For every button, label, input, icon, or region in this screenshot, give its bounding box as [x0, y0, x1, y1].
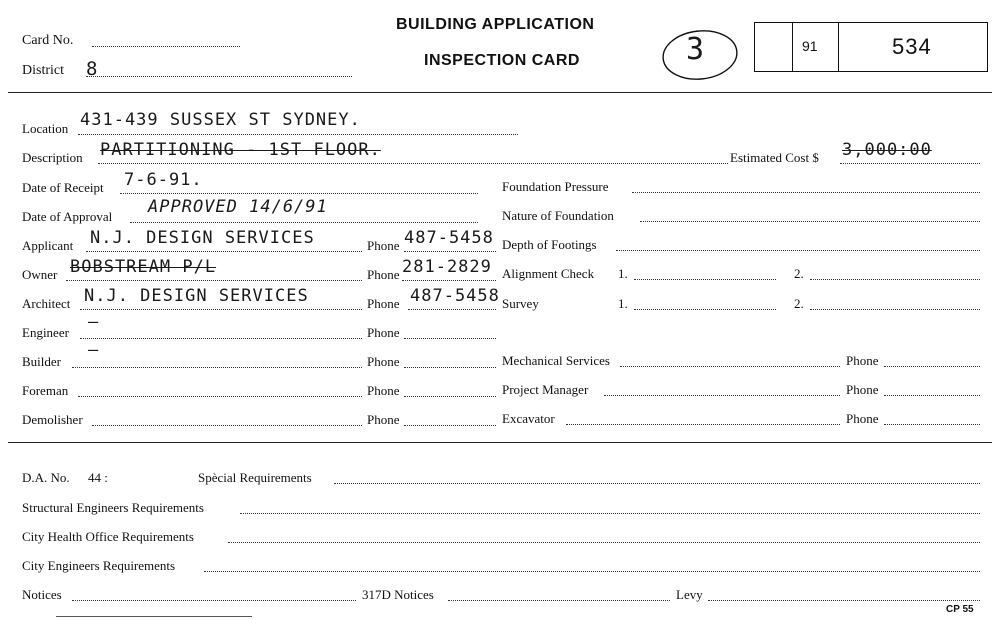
mechanical-line[interactable]: [620, 366, 840, 367]
description-label: Description: [22, 150, 83, 165]
project-manager-line[interactable]: [604, 395, 840, 396]
foundation-pressure-line[interactable]: [632, 192, 980, 193]
district-line: [86, 76, 352, 77]
foreman-label: Foreman: [22, 383, 69, 398]
engineer-line: [80, 338, 362, 339]
owner-value[interactable]: BOBSTREAM P/L: [70, 257, 217, 277]
district-value[interactable]: 8: [86, 58, 99, 80]
mechanical-phone-label: Phone: [846, 353, 879, 368]
applicant-value[interactable]: N.J. DESIGN SERVICES: [90, 228, 315, 248]
card-no-label: Card No.: [22, 33, 74, 48]
description-line: [98, 163, 728, 164]
location-label: Location: [22, 121, 69, 136]
applicant-line: [86, 251, 362, 252]
alignment-line-1[interactable]: [634, 279, 776, 280]
owner-phone-line: [402, 280, 496, 281]
survey-label: Survey: [502, 296, 539, 311]
owner-label: Owner: [22, 267, 58, 282]
demolisher-phone-line[interactable]: [404, 425, 496, 426]
excavator-line[interactable]: [566, 424, 840, 425]
project-manager-phone-label: Phone: [846, 382, 879, 397]
builder-label: Builder: [22, 354, 61, 369]
bottom-edge-mark: [56, 616, 252, 617]
levy-line[interactable]: [708, 600, 980, 601]
demolisher-label: Demolisher: [22, 412, 83, 427]
health-label: City Health Office Requirements: [22, 529, 194, 544]
foreman-phone-label: Phone: [367, 383, 400, 398]
date-approval-label: Date of Approval: [22, 209, 113, 224]
levy-label: Levy: [676, 587, 703, 602]
alignment-check-label: Alignment Check: [502, 266, 595, 281]
engineer-phone-label: Phone: [367, 325, 400, 340]
demolisher-phone-label: Phone: [367, 412, 400, 427]
card-no-line[interactable]: [92, 46, 240, 47]
estimated-cost-value[interactable]: 3,000:00: [842, 140, 932, 160]
cp-code: CP 55: [946, 604, 974, 615]
box-divider-2: [838, 22, 839, 72]
applicant-phone-value[interactable]: 487-5458: [404, 228, 494, 248]
location-value[interactable]: 431-439 SUSSEX ST SYDNEY.: [80, 110, 361, 130]
engineer-value[interactable]: —: [88, 312, 100, 332]
foreman-line[interactable]: [78, 396, 362, 397]
depth-footings-label: Depth of Footings: [502, 237, 597, 252]
excavator-phone-label: Phone: [846, 411, 879, 426]
owner-phone-label: Phone: [367, 267, 400, 282]
structural-line[interactable]: [240, 513, 980, 514]
survey-num-2: 2.: [794, 296, 804, 311]
demolisher-line[interactable]: [92, 425, 362, 426]
district-label: District: [22, 63, 64, 78]
builder-line: [72, 367, 362, 368]
architect-label: Architect: [22, 296, 71, 311]
notices-317d-line[interactable]: [448, 600, 670, 601]
da-no-value[interactable]: 44 :: [88, 470, 108, 485]
applicant-phone-label: Phone: [367, 238, 400, 253]
health-line[interactable]: [228, 542, 980, 543]
foreman-phone-line[interactable]: [404, 396, 496, 397]
location-line: [78, 134, 518, 135]
box-year: 91: [802, 38, 818, 54]
nature-foundation-line[interactable]: [640, 221, 980, 222]
estimated-cost-label: Estimated Cost $: [730, 150, 819, 165]
architect-phone-label: Phone: [367, 296, 400, 311]
project-manager-phone-line[interactable]: [884, 395, 980, 396]
city-eng-label: City Engineers Requirements: [22, 558, 176, 573]
project-manager-label: Project Manager: [502, 382, 589, 397]
date-receipt-line: [120, 193, 478, 194]
alignment-num-1: 1.: [618, 266, 628, 281]
owner-phone-value[interactable]: 281-2829: [402, 257, 492, 277]
date-receipt-value[interactable]: 7-6-91.: [124, 170, 203, 190]
title-line-1: BUILDING APPLICATION: [396, 16, 595, 33]
header-divider: [8, 92, 992, 93]
alignment-line-2[interactable]: [810, 279, 980, 280]
engineer-phone-line[interactable]: [404, 338, 496, 339]
architect-phone-line: [408, 309, 496, 310]
special-req-line[interactable]: [334, 483, 980, 484]
survey-line-2[interactable]: [810, 309, 980, 310]
survey-num-1: 1.: [618, 296, 628, 311]
box-number: 534: [892, 34, 932, 59]
city-eng-line[interactable]: [204, 571, 980, 572]
engineer-label: Engineer: [22, 325, 69, 340]
foundation-pressure-label: Foundation Pressure: [502, 179, 609, 194]
builder-value[interactable]: —: [88, 340, 100, 360]
estimated-cost-line: [840, 163, 980, 164]
nature-foundation-label: Nature of Foundation: [502, 208, 614, 223]
architect-phone-value[interactable]: 487-5458: [410, 286, 500, 306]
applicant-label: Applicant: [22, 238, 74, 253]
survey-line-1[interactable]: [634, 309, 776, 310]
architect-value[interactable]: N.J. DESIGN SERVICES: [84, 286, 309, 306]
title-line-2: INSPECTION CARD: [424, 52, 580, 69]
mechanical-label: Mechanical Services: [502, 353, 610, 368]
da-no-label: D.A. No.: [22, 470, 70, 485]
notices-317d-label: 317D Notices: [362, 587, 434, 602]
date-approval-line: [130, 222, 478, 223]
depth-footings-line[interactable]: [616, 250, 980, 251]
notices-line[interactable]: [72, 600, 356, 601]
notices-label: Notices: [22, 587, 62, 602]
card-number-box: [754, 22, 988, 72]
alignment-num-2: 2.: [794, 266, 804, 281]
structural-label: Structural Engineers Requirements: [22, 500, 204, 515]
date-receipt-label: Date of Receipt: [22, 180, 104, 195]
mechanical-phone-line[interactable]: [884, 366, 980, 367]
date-approval-value[interactable]: APPROVED 14/6/91: [148, 197, 328, 217]
description-value[interactable]: PARTITIONING - 1ST FLOOR.: [100, 140, 381, 160]
builder-phone-line[interactable]: [404, 367, 496, 368]
box-divider-1: [792, 22, 793, 72]
applicant-phone-line: [404, 251, 496, 252]
excavator-label: Excavator: [502, 411, 555, 426]
special-req-label: Spècial Requirements: [198, 470, 312, 485]
builder-phone-label: Phone: [367, 354, 400, 369]
owner-line: [66, 280, 362, 281]
excavator-phone-line[interactable]: [884, 424, 980, 425]
footer-divider: [8, 442, 992, 443]
architect-line: [80, 309, 362, 310]
circled-number: 3: [686, 32, 706, 67]
